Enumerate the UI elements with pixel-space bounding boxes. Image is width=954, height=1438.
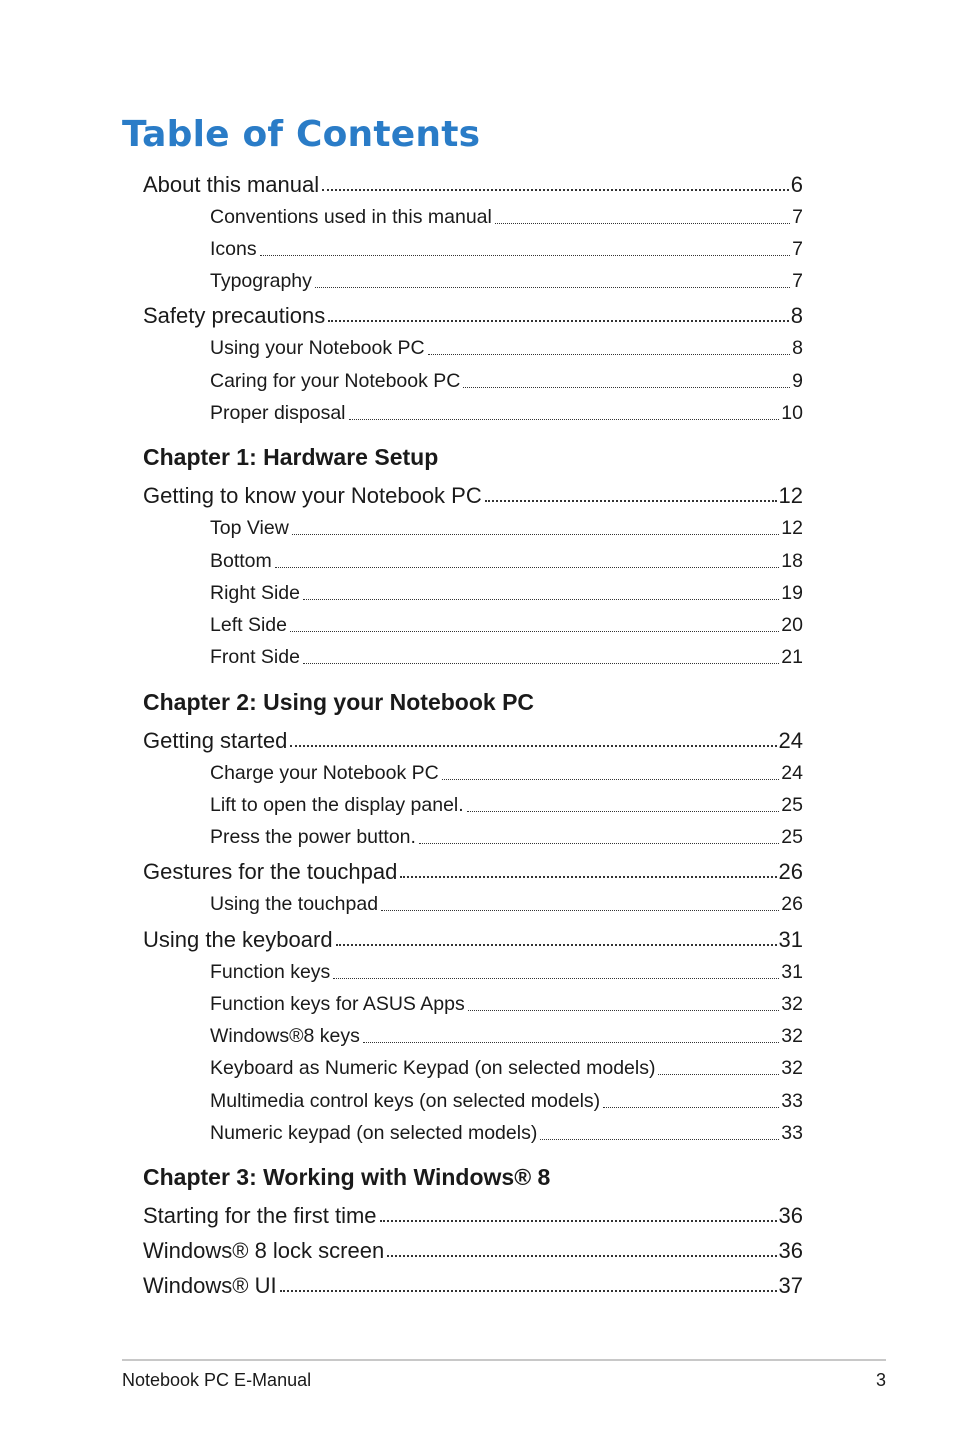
toc-entry-label: Bottom: [210, 550, 272, 572]
toc-entry-label: Safety precautions: [143, 303, 326, 328]
toc-entry-label: Typography: [210, 270, 312, 292]
toc-entry-windows-8-keys[interactable]: [210, 1025, 803, 1048]
toc-entry-label: Using the touchpad: [210, 893, 379, 915]
toc-entry-page: 8: [792, 337, 803, 359]
dot-leader: [603, 1107, 779, 1108]
toc-entry-page: 10: [781, 402, 803, 424]
toc-entry-using-the-keyboard[interactable]: [143, 927, 803, 953]
toc-entry-function-keys[interactable]: [210, 961, 803, 984]
toc-entry-proper-disposal[interactable]: [210, 402, 803, 425]
toc-entry-charge-your-notebook-pc[interactable]: [210, 762, 803, 785]
toc-entry-label: Getting started: [143, 728, 288, 753]
toc-entry-function-keys-for-asus-apps[interactable]: [210, 993, 803, 1016]
toc-entry-using-the-touchpad[interactable]: [210, 893, 803, 916]
toc-entry-page: 37: [778, 1273, 803, 1298]
toc-entry-page: 12: [778, 483, 803, 508]
dot-leader: [463, 387, 790, 388]
dot-leader: [290, 745, 776, 747]
toc-entry-label: Caring for your Notebook PC: [210, 370, 461, 392]
dot-leader: [303, 599, 779, 600]
dot-leader: [381, 910, 779, 911]
dot-leader: [349, 419, 780, 420]
dot-leader: [363, 1042, 779, 1043]
toc-entry-page: 26: [778, 859, 803, 884]
toc-entry-lift-to-open-the-display-panel[interactable]: [210, 794, 803, 817]
dot-leader: [322, 189, 789, 191]
dot-leader: [260, 255, 791, 256]
dot-leader: [280, 1290, 777, 1292]
footer-divider: [122, 1359, 886, 1361]
dot-leader: [333, 978, 779, 979]
toc-entry-multimedia-control-keys-on-selected-models[interactable]: [210, 1090, 803, 1113]
toc-entry-icons[interactable]: [210, 238, 803, 261]
toc-entry-label: Lift to open the display panel.: [210, 794, 464, 816]
chapter-heading: Chapter 1: Hardware Setup: [143, 444, 439, 470]
toc-entry-label: Windows® 8 lock screen: [143, 1238, 385, 1263]
toc-entry-page: 8: [790, 303, 803, 328]
dot-leader: [467, 811, 780, 812]
dot-leader: [485, 500, 777, 502]
toc-entry-page: 20: [781, 614, 803, 636]
toc-entry-label: About this manual: [143, 172, 320, 197]
toc-entry-page: 26: [781, 893, 803, 915]
dot-leader: [419, 843, 779, 844]
toc-entry-page: 7: [792, 270, 803, 292]
dot-leader: [380, 1220, 777, 1222]
toc-entry-page: 36: [778, 1203, 803, 1228]
toc-entry-label: Getting to know your Notebook PC: [143, 483, 482, 508]
toc-entry-label: Keyboard as Numeric Keypad (on selected models): [210, 1057, 656, 1079]
toc-entry-label: Top View: [210, 517, 289, 539]
dot-leader: [658, 1074, 779, 1075]
toc-entry-page: 18: [781, 550, 803, 572]
toc-entry-top-view[interactable]: [210, 517, 803, 540]
toc-entry-left-side[interactable]: [210, 614, 803, 637]
toc-entry-label: Using the keyboard: [143, 927, 333, 952]
toc-entry-front-side[interactable]: [210, 646, 803, 669]
toc-entry-page: 7: [792, 206, 803, 228]
dot-leader: [315, 287, 790, 288]
toc-entry-gestures-for-the-touchpad[interactable]: [143, 859, 803, 885]
toc-entry-conventions-used-in-this-manual[interactable]: [210, 206, 803, 229]
dot-leader: [540, 1139, 779, 1140]
toc-entry-numeric-keypad-on-selected-models[interactable]: [210, 1122, 803, 1145]
toc-entry-page: 19: [781, 582, 803, 604]
toc-entry-label: Function keys: [210, 961, 331, 983]
footer-manual-name: Notebook PC E-Manual: [122, 1370, 312, 1390]
toc-entry-press-the-power-button[interactable]: [210, 826, 803, 849]
toc-entry-label: Windows® UI: [143, 1273, 277, 1298]
toc-entry-page: 24: [781, 762, 803, 784]
toc-entry-page: 31: [778, 927, 803, 952]
toc-entry-page: 36: [778, 1238, 803, 1263]
toc-entry-label: Front Side: [210, 646, 300, 668]
toc-entry-page: 24: [778, 728, 803, 753]
toc-entry-label: Left Side: [210, 614, 287, 636]
toc-entry-label: Windows®8 keys: [210, 1025, 360, 1047]
toc-entry-label: Gestures for the touchpad: [143, 859, 398, 884]
toc-entry-page: 25: [781, 826, 803, 848]
dot-leader: [328, 320, 789, 322]
toc-entry-label: Function keys for ASUS Apps: [210, 993, 465, 1015]
footer-page-number: 3: [875, 1370, 886, 1390]
toc-entry-page: 33: [781, 1090, 803, 1112]
toc-entry-about-this-manual[interactable]: [143, 172, 803, 198]
dot-leader: [336, 944, 777, 946]
toc-entry-label: Right Side: [210, 582, 300, 604]
dot-leader: [428, 354, 791, 355]
dot-leader: [303, 663, 779, 664]
toc-entry-windows-8-lock-screen[interactable]: [143, 1238, 803, 1264]
toc-entry-label: Charge your Notebook PC: [210, 762, 439, 784]
dot-leader: [292, 534, 780, 535]
toc-entry-label: Starting for the first time: [143, 1203, 377, 1228]
toc-entry-page: 32: [781, 993, 803, 1015]
toc-entry-starting-for-the-first-time[interactable]: [143, 1203, 803, 1229]
toc-entry-page: 12: [781, 517, 803, 539]
toc-entry-page: 31: [781, 961, 803, 983]
toc-entry-label: Conventions used in this manual: [210, 206, 492, 228]
toc-entry-label: Multimedia control keys (on selected models): [210, 1090, 601, 1112]
dot-leader: [290, 631, 779, 632]
dot-leader: [400, 876, 776, 878]
toc-entry-getting-to-know-your-notebook-pc[interactable]: [143, 483, 803, 509]
toc-entry-page: 32: [781, 1025, 803, 1047]
toc-entry-page: 9: [792, 370, 803, 392]
toc-entry-getting-started[interactable]: [143, 728, 803, 754]
chapter-heading: Chapter 2: Using your Notebook PC: [143, 689, 535, 715]
toc-entry-page: 7: [792, 238, 803, 260]
dot-leader: [442, 779, 780, 780]
chapter-heading: Chapter 3: Working with Windows® 8: [143, 1164, 551, 1190]
dot-leader: [468, 1010, 780, 1011]
toc-entry-label: Using your Notebook PC: [210, 337, 425, 359]
toc-entry-typography[interactable]: [210, 270, 803, 293]
toc-entry-page: 33: [781, 1122, 803, 1144]
toc-entry-page: 32: [781, 1057, 803, 1079]
dot-leader: [275, 567, 780, 568]
toc-entry-page: 25: [781, 794, 803, 816]
toc-entry-label: Numeric keypad (on selected models): [210, 1122, 538, 1144]
toc-entry-windows-ui[interactable]: [143, 1273, 803, 1299]
toc-entry-page: 21: [781, 646, 803, 668]
toc-entry-label: Proper disposal: [210, 402, 346, 424]
page-title: Table of Contents: [122, 114, 481, 155]
toc-entry-label: Icons: [210, 238, 257, 260]
dot-leader: [387, 1255, 776, 1257]
toc-entry-bottom[interactable]: [210, 550, 803, 573]
toc-entry-right-side[interactable]: [210, 582, 803, 605]
toc-entry-keyboard-as-numeric-keypad-on-selected-models[interactable]: [210, 1057, 803, 1080]
toc-entry-using-your-notebook-pc[interactable]: [210, 337, 803, 360]
toc-entry-safety-precautions[interactable]: [143, 303, 803, 329]
toc-entry-label: Press the power button.: [210, 826, 416, 848]
dot-leader: [495, 223, 790, 224]
toc-entry-caring-for-your-notebook-pc[interactable]: [210, 370, 803, 393]
toc-entry-page: 6: [790, 172, 803, 197]
